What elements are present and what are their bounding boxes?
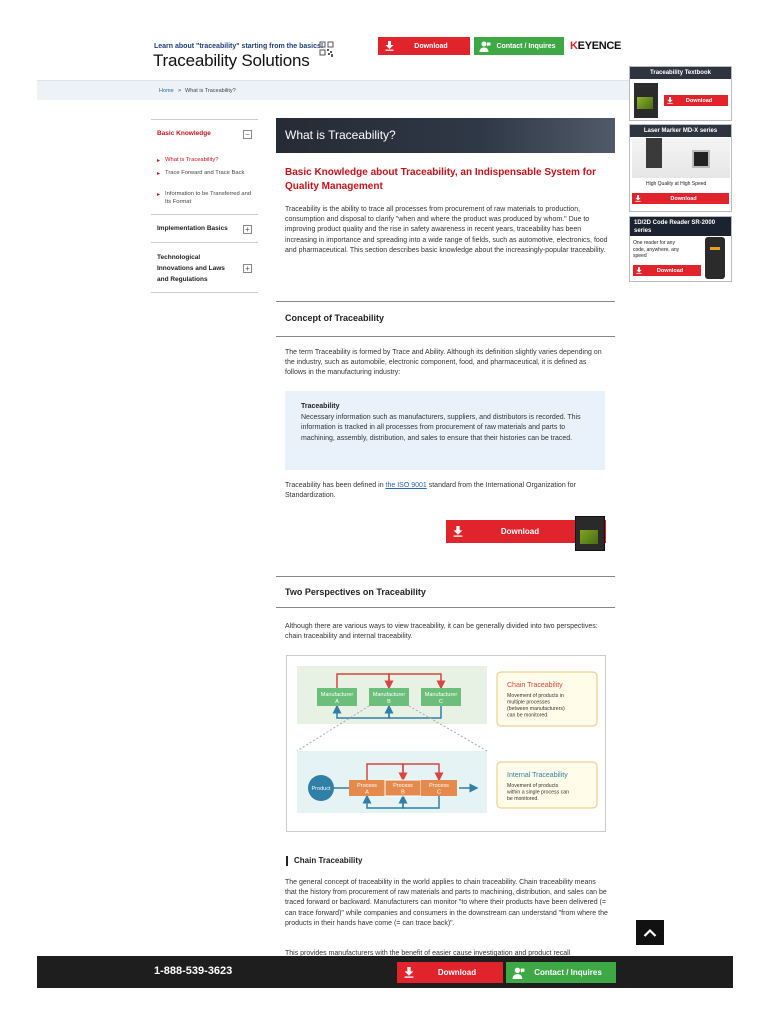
ad-title: 1D/2D Code Reader SR-2000 series (630, 217, 731, 236)
subsection-title-chain: Chain Traceability (286, 856, 362, 866)
breadcrumb-separator: > (178, 88, 182, 94)
ad-download-button[interactable]: Download (664, 95, 728, 106)
triangle-bullet-icon: ▸ (157, 192, 161, 198)
triangle-bullet-icon: ▸ (157, 171, 161, 177)
section-divider (276, 301, 615, 302)
chain-callout-line: Movement of products in (507, 693, 564, 699)
ad-caption: One reader for any code, anywhere, any speed (633, 240, 680, 259)
nav-section-implementation (151, 214, 258, 242)
chain-callout-title: Chain Traceability (507, 682, 563, 689)
definition-box (285, 391, 605, 470)
manufacturer-a-letter: A (335, 699, 339, 705)
chain-callout-line: (between manufacturers) (507, 706, 565, 712)
internal-callout-line: be monitored. (507, 796, 539, 802)
manufacturer-a-label: Manufacturer (320, 692, 354, 698)
manufacturer-b-letter: B (387, 699, 391, 705)
header-download-button[interactable] (378, 37, 470, 55)
nav-collapse-toggle[interactable]: − (243, 130, 252, 139)
footer-download-button[interactable]: Download (397, 962, 503, 983)
nav-section-technological (151, 242, 258, 293)
intro-paragraph: Traceability is the ability to trace all processes from procurement of raw materials to production, consumption and disposal to clarify "when and where the product was produced by whom." Due to improving product quality and the rise in safety awareness in recent years, traceability has been increasing in importance and spreading into a wide range of fields, such as automotive, electronics, food and pharmaceutical. This section describes basic knowledge about the increasingly-popular traceability. (285, 206, 608, 254)
iso-paragraph: Traceability has been defined in the ISO 9001 standard from the International Organization for Standardization. (285, 482, 576, 500)
download-icon (397, 967, 421, 978)
download-icon (632, 195, 644, 202)
site-title[interactable]: Traceability Solutions (153, 51, 310, 70)
definition-title: Traceability (301, 403, 340, 410)
breadcrumb-home-link[interactable]: Home (159, 88, 174, 94)
code-reader-image (705, 237, 725, 279)
download-icon (446, 526, 470, 537)
qr-code-icon (319, 41, 334, 59)
traceability-diagram (286, 655, 606, 832)
process-c-label: Process (429, 783, 449, 789)
chain-callout-line: can be monitored. (507, 712, 549, 719)
breadcrumb (37, 80, 630, 100)
nav-expand-toggle[interactable]: + (243, 225, 252, 234)
ad-laser-marker[interactable] (629, 124, 732, 212)
nav-section-basic (151, 119, 258, 212)
nav-item-information-format[interactable]: ▸ Information to be Transferred and Its Format (157, 191, 252, 205)
page-title: What is Traceability? (285, 128, 396, 142)
ad-code-reader[interactable] (629, 216, 732, 282)
sticky-footer-bar (37, 956, 733, 988)
textbook-image (634, 83, 658, 118)
concept-paragraph: The term Traceability is formed by Trace and Ability. Although its definition slightly varies depending on the industry, such as automobile, electronic component, food, and pharmaceutical, it is defined as follows in the manufacturing industry: (285, 349, 602, 377)
process-b-label: Process (393, 783, 413, 789)
breadcrumb-current: What is Traceability? (185, 88, 236, 94)
process-a-label: Process (357, 783, 377, 789)
process-c-letter: C (437, 789, 441, 796)
nav-item-what-is-traceability[interactable]: ▸ What is Traceability? (157, 157, 219, 164)
chain-paragraph-continued: This provides manufacturers with the benefit of easier cause investigation and product recall (285, 950, 571, 956)
keyence-logo[interactable]: KEYENCE (570, 40, 622, 52)
chevron-up-icon (643, 928, 657, 937)
internal-callout-line: Movement of products (507, 783, 559, 789)
textbook-cover-image (575, 516, 605, 551)
manufacturer-c-letter: C (439, 699, 443, 705)
internal-callout-line: within a single process can (507, 789, 569, 796)
section-title-perspectives: Two Perspectives on Traceability (285, 587, 426, 597)
section-divider (276, 336, 615, 337)
download-icon (633, 267, 645, 274)
nav-expand-toggle[interactable]: + (243, 264, 252, 273)
download-icon (378, 37, 400, 55)
ad-download-button[interactable]: Download (633, 265, 701, 276)
ad-download-button[interactable]: Download (632, 193, 729, 204)
textbook-download-button[interactable]: Download (446, 520, 606, 543)
phone-number[interactable]: 1-888-539-3623 (154, 965, 233, 977)
ad-title: Traceability Textbook (630, 67, 731, 79)
process-b-letter: B (401, 789, 405, 796)
header-contact-button[interactable] (474, 37, 564, 55)
contact-person-icon (506, 967, 530, 979)
section-divider (276, 576, 615, 577)
nav-implementation-basics[interactable]: Implementation Basics (157, 225, 228, 232)
ad-title: Laser Marker MD-X series (630, 125, 731, 137)
ad-traceability-textbook[interactable] (629, 66, 732, 121)
manufacturer-b-label: Manufacturer (372, 692, 406, 698)
ad-caption: High Quality at High Speed (646, 181, 707, 187)
lead-title: Basic Knowledge about Traceability, an Indispensable System for Quality Management (285, 167, 597, 192)
nav-basic-knowledge[interactable]: Basic Knowledge (157, 130, 211, 137)
definition-text: Necessary information such as manufacturers, suppliers, and distributors is recorded. This information is tracked in all processes from procurement of raw materials and parts to machining, assembly, distribution, and sales to ensure that their histories can be traced. (301, 414, 581, 442)
triangle-bullet-icon: ▸ (157, 158, 161, 164)
header-contact-label: Contact / Inquires (496, 42, 556, 50)
section-title-concept: Concept of Traceability (285, 313, 385, 323)
header-download-label: Download (414, 42, 448, 50)
chain-paragraph: The general concept of traceability in the world applies to chain traceability. Chain traceability means that the history from procurement of raw materials and parts to machining, distribution, and sales can be traced forward or backward. Manufacturers can monitor "to where their products have been delivered (= can trace forward)" while companies and consumers in the downstream can understand "from where the products in their hands have come (= can trace back)". (285, 879, 608, 927)
perspectives-paragraph: Although there are various ways to view traceability, it can be generally divided into two perspectives: chain traceability and internal traceability. (285, 623, 598, 641)
page-title-banner (276, 118, 615, 153)
laser-marker-image (632, 138, 730, 178)
process-a-letter: A (365, 789, 369, 796)
chain-callout-line: multiple processes (507, 699, 550, 706)
contact-person-icon (474, 37, 496, 55)
traceability-diagram-svg (287, 656, 607, 833)
iso-9001-link[interactable]: the ISO 9001 (385, 482, 427, 489)
manufacturer-c-label: Manufacturer (424, 692, 458, 698)
download-icon (664, 97, 676, 104)
nav-item-trace-forward-back[interactable]: ▸ Trace Forward and Trace Back (157, 170, 245, 177)
nav-technological-innovations[interactable]: Technological Innovations and Laws and Regulations (157, 254, 225, 283)
product-label: Product (311, 786, 331, 792)
site-tagline: Learn about "traceability" starting from the basics! (154, 43, 324, 50)
scroll-to-top-button[interactable] (636, 920, 664, 945)
footer-contact-button[interactable]: Contact / Inquires (506, 962, 616, 983)
internal-callout-title: Internal Traceability (507, 772, 568, 779)
section-divider (276, 607, 615, 608)
